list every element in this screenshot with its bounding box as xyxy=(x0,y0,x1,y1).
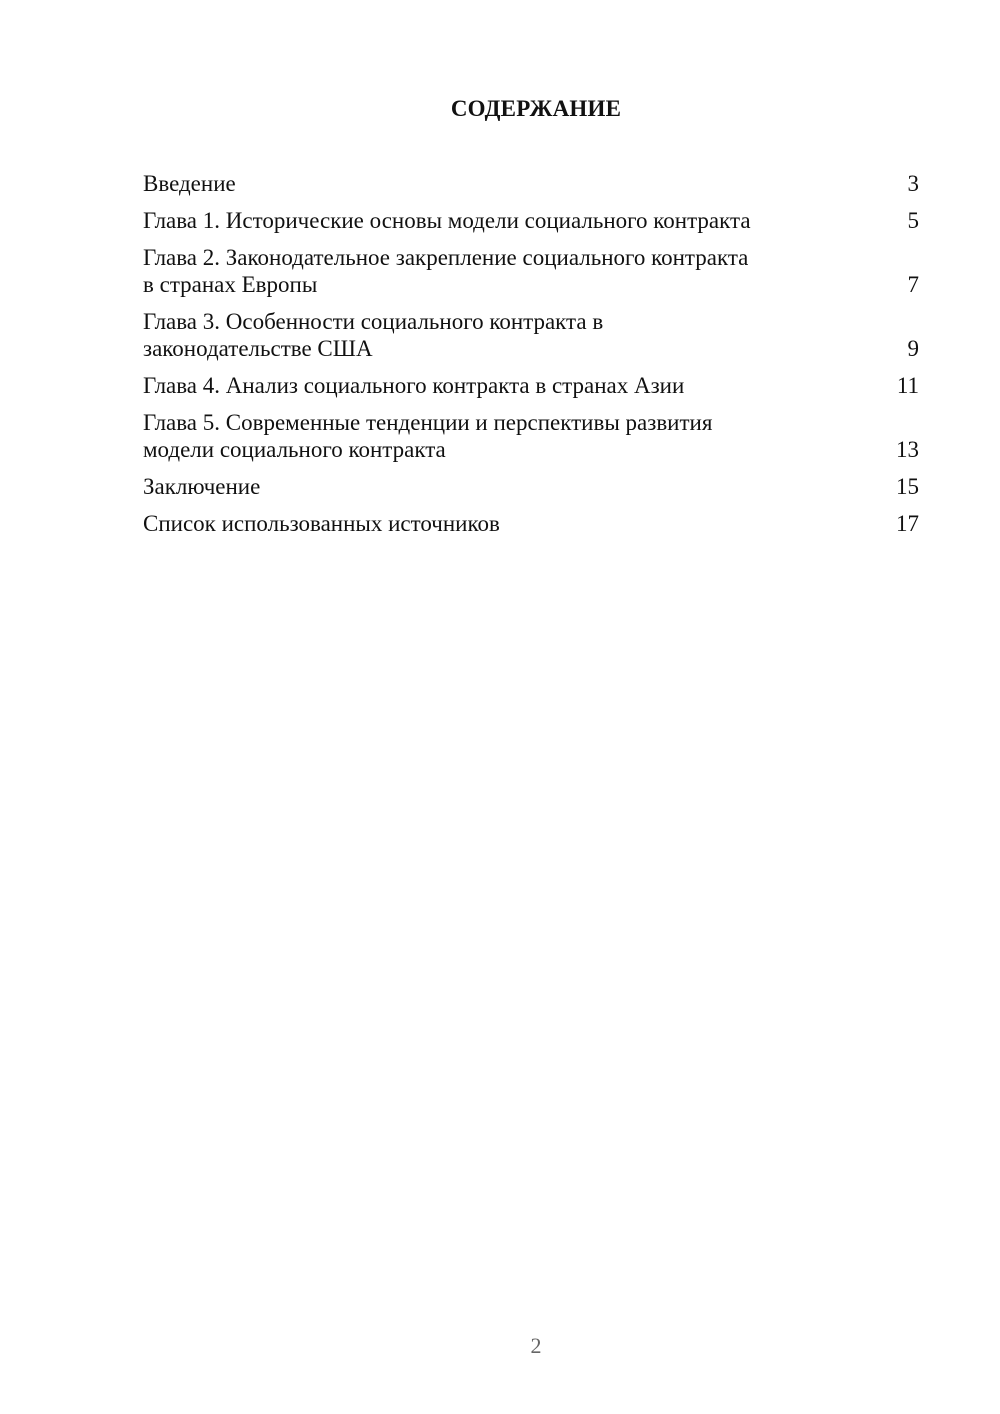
toc-entry-page: 7 xyxy=(907,272,919,297)
toc-entry-references xyxy=(143,510,919,537)
toc-entry-page: 13 xyxy=(896,437,919,462)
toc-entry-page: 3 xyxy=(907,171,919,196)
toc-entry-line: Глава 2. Законодательное закрепление социального контракта xyxy=(143,245,749,270)
toc-entry-text xyxy=(143,510,500,537)
toc-entry-text xyxy=(143,372,684,399)
toc-entry-line: Глава 5. Современные тенденции и перспективы развития xyxy=(143,410,713,435)
toc-entry-page: 9 xyxy=(907,336,919,361)
toc-entry-chapter-1 xyxy=(143,207,919,234)
toc-entry-text xyxy=(143,244,748,298)
page-title: СОДЕРЖАНИЕ xyxy=(450,96,622,121)
toc-entry-line: законодательстве США xyxy=(143,336,373,361)
table-of-contents xyxy=(143,170,919,547)
toc-entry-introduction xyxy=(143,170,919,197)
toc-entry-text xyxy=(143,409,712,463)
toc-entry-text xyxy=(143,207,751,234)
page-number: 2 xyxy=(530,1333,542,1358)
toc-entry-line: Глава 1. Исторические основы модели социального контракта xyxy=(143,208,751,233)
toc-entry-line: в странах Европы xyxy=(143,272,318,297)
toc-entry-page: 17 xyxy=(896,511,919,536)
toc-entry-line: Список использованных источников xyxy=(143,511,500,536)
toc-entry-line: Глава 4. Анализ социального контракта в странах Азии xyxy=(143,373,685,398)
toc-entry-page: 5 xyxy=(907,208,919,233)
toc-entry-chapter-4 xyxy=(143,372,919,399)
toc-entry-text xyxy=(143,308,603,362)
toc-entry-chapter-5 xyxy=(143,409,919,463)
toc-entry-line: модели социального контракта xyxy=(143,437,446,462)
toc-entry-chapter-3 xyxy=(143,308,919,362)
toc-entry-text xyxy=(143,473,260,500)
toc-entry-chapter-2 xyxy=(143,244,919,298)
toc-entry-line: Глава 3. Особенности социального контракта в xyxy=(143,309,604,334)
toc-entry-text xyxy=(143,170,236,197)
toc-entry-conclusion xyxy=(143,473,919,500)
toc-entry-line: Введение xyxy=(143,171,236,196)
toc-entry-page: 15 xyxy=(896,474,919,499)
toc-entry-line: Заключение xyxy=(143,474,261,499)
toc-entry-page: 11 xyxy=(896,373,919,398)
